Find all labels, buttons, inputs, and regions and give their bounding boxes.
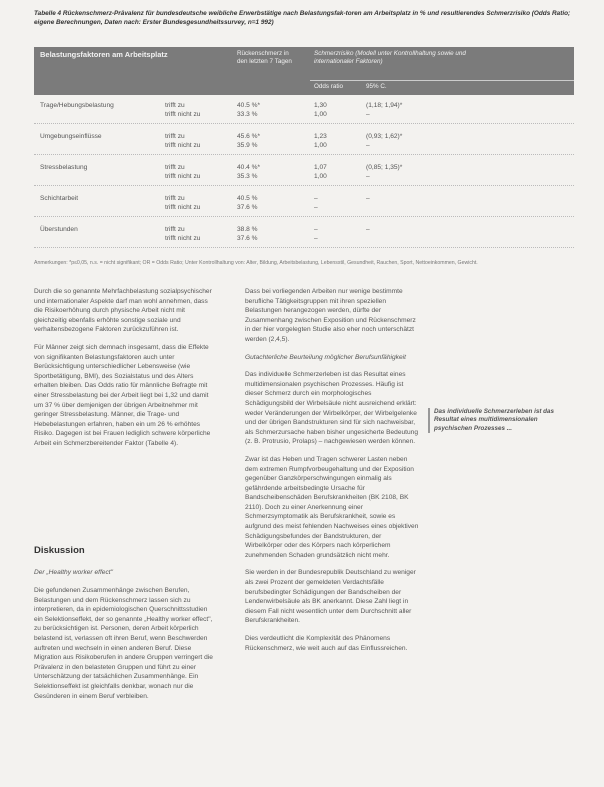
discussion-body (34, 586, 214, 709)
row-confidence (366, 164, 402, 181)
row-status-value: trifft nicht zu (165, 234, 201, 242)
row-status-value: trifft nicht zu (165, 110, 201, 118)
paragraph: Dies verdeutlicht die Komplexität des Phänomens Rückenschmerz, wie weit auch auf das Einflussreichen. (245, 635, 408, 652)
row-prevalence (237, 195, 258, 212)
row-status-value: trifft zu (165, 133, 185, 140)
row-status (165, 133, 200, 150)
row-label (40, 226, 78, 233)
paragraph: Durch die so genannte Mehrfachbelastung sozialpsychischer und internationaler Aspekte darf man wohl annehmen, dass die Risikoerhöhung durch physische Arbeit nicht mit gleichzeitig ebenfalls erhöhte sonstige soziale und verhaltensbezogene Faktoren zurückzuführen ist. (34, 288, 212, 334)
row-odds-ratio-value: – (314, 195, 318, 202)
table-row (34, 192, 574, 217)
row-confidence-value: (0,85; 1,35)* (366, 164, 403, 171)
paragraph: Dass bei vorliegenden Arbeiten nur wenige bestimmte berufliche Tätigkeitsgruppen mit ihren speziellen Belastungen herangezogen werden, dürfte der Zusammenhang zwischen Exposition und Rückenschmerz in der hier vorgelegten Studie also eher noch unterschätzt werden (2,4,5). (245, 288, 416, 343)
section-subheading: Der „Healthy worker effect" (34, 569, 113, 576)
paragraph: Zwar ist das Heben und Tragen schwerer Lasten neben dem extremen Rumpfvorbeugehaltung und der Exposition gegenüber Ganzkörperschwingungen einmalig als gefährdende arbeitsbedingte Ursache für Bandscheibenschäden Berufskrankheiten (BK 2108, BK 2110). Doch zu einer Anerkennung einer Schmerzsymptomatik als Berufskrankheit, sowie es aufgrund des meist fehlenden Nachweises eines objektiven Schädigungsbefundes der Bandstrukturen, der Wirbelkörper oder des Körpers nach körperlichem zunehmenden Schaden grundsätzlich nicht mehr. (245, 455, 419, 559)
row-prevalence-value: 40.5 % (237, 195, 258, 202)
row-label (40, 133, 102, 140)
row-label-value: Stressbelastung (40, 164, 88, 171)
row-odds-ratio (314, 226, 318, 243)
row-label-value: Überstunden (40, 226, 78, 233)
paragraph: Die gefundenen Zusammenhänge zwischen Berufen, Belastungen und dem Rückenschmerz lassen sich zu interpretieren, da in epidemiologischen Querschnittsstudien ein Selektionseffekt, der so genannte „Healthy worker effect", zu berücksichtigen ist. Personen, deren Arbeit körperlich belastend ist, verlassen oft ihren Beruf, wenn Beschwerden auftreten und wechseln in einen anderen Beruf. Diese Migration aus Risikoberufen in andere Gruppen verringert die Prävalenz in den belasteten Gruppen und führt zu einer Unterschätzung der tatsächlichen Zusammenhänge. Ein Selektionseffekt ist gleichfalls denkbar, wonach nur die Gesünderen in einem Beruf verbleiben. (34, 587, 213, 700)
row-odds-ratio (314, 102, 327, 119)
row-prevalence (237, 226, 258, 243)
header-factors: Belastungsfaktoren am Arbeitsplatz (40, 50, 168, 59)
row-label (40, 102, 114, 109)
row-confidence-value: – (366, 110, 370, 118)
row-label-value: Trage/Hebungsbelastung (40, 102, 114, 109)
row-prevalence-value: 37.6 % (237, 234, 258, 242)
pull-quote: Das individuelle Schmerzerleben ist das Resultat eines multidimensionalen psychischen Prozesses ... (428, 408, 574, 433)
paragraph: Für Männer zeigt sich demnach insgesamt, dass die Effekte von signifikanten Belastungsfaktoren auch unter Berücksichtigung unterschiedlicher Lebensweise (wie Sportbetätigung, BMI), des Sozialstatus und des Alters erhalten bleiben. Das Odds ratio für männliche Befragte mit einer Stressbelastung bei der Arbeit liegt bei 1,32 und damit um 37 % über demjenigen der übrigen Arbeitnehmer mit geringer Stressbelastung. Männer, die Trage- und Hebebelastungen erfahren, haben ein um 26 % erhöhtes Risiko. Dagegen ist bei Frauen lediglich schwere körperliche Arbeit ein Schmerzbereitender Faktor (Tabelle 4). (34, 343, 211, 447)
row-confidence (366, 195, 370, 204)
row-status-value: trifft zu (165, 226, 185, 233)
row-prevalence (237, 133, 260, 150)
header-confidence: 95% C. (366, 83, 387, 90)
row-odds-ratio-value: – (314, 203, 318, 211)
row-odds-ratio-value: 1,00 (314, 141, 327, 149)
row-prevalence-value: 35.9 % (237, 141, 258, 149)
row-status-value: trifft zu (165, 195, 185, 202)
row-odds-ratio-value: 1,30 (314, 102, 327, 109)
row-odds-ratio (314, 164, 327, 181)
subheading: Gutachterliche Beurteilung möglicher Berufsunfähigkeit (245, 353, 406, 361)
row-confidence-value: (0,93; 1,62)* (366, 133, 403, 140)
row-odds-ratio-value: – (314, 234, 318, 242)
row-confidence-value: – (366, 195, 370, 202)
row-odds-ratio-value: 1,07 (314, 164, 327, 171)
paragraph: Sie werden in der Bundesrepublik Deutschland zu weniger als zwei Prozent der gemeldeten Verdachtsfälle berufsbedingter Schädigungen der Bandscheiben der Lendenwirbelsäule als BK anerkannt. Diese Zahl liegt in diesem Fall nicht wesentlich unter dem Durchschnitt aller Berufskrankheiten. (245, 569, 416, 625)
row-prevalence-value: 40.5 %* (237, 102, 261, 109)
row-status-value: trifft zu (165, 102, 185, 109)
row-status-value: trifft nicht zu (165, 203, 201, 211)
section-heading: Diskussion (34, 545, 85, 556)
row-prevalence-value: 33.3 % (237, 110, 258, 118)
row-confidence-value: – (366, 141, 370, 149)
right-column (245, 287, 419, 661)
table-caption: Tabelle 4 Rückenschmerz-Prävalenz für bundesdeutsche weibliche Erwerbstätige nach Belastungsfak-toren am Arbeitsplatz in % und resultierendes Schmerzrisiko (Odds Ratio; eigene Berechnungen, Daten nach: Erster Bundesgesundheitssurvey, n=1 992) (34, 10, 571, 26)
row-status (165, 164, 200, 181)
header-divider (310, 80, 574, 81)
row-label (40, 164, 87, 171)
row-confidence-value: (1,18; 1,94)* (366, 102, 403, 109)
table-row (34, 223, 574, 248)
row-prevalence-value: 40.4 %* (237, 164, 261, 171)
row-prevalence-value: 35.3 % (237, 172, 258, 180)
left-column (34, 287, 214, 457)
row-label-value: Schichtarbeit (40, 195, 79, 202)
row-prevalence (237, 164, 260, 181)
table-row (34, 99, 574, 124)
row-label-value: Umgebungseinflüsse (40, 133, 102, 140)
paragraph: Das individuelle Schmerzerleben ist das Resultat eines multidimensionalen psychischen Prozesses. Häufig ist dieser Schmerz durch ein morphologisches Schädigungsbild der Wirbelsäule nicht ausreichend erklärt: weder Veränderungen der Wirbelkörper, der Wirbelgelenke und der übrigen Bandstrukturen sind für sich nachweisbar, als Schmerzursache haben bisher ungesicherte Bedeutung (z. B. Protrusio, Prolaps) – nachgewiesen werden können. (245, 371, 419, 446)
row-prevalence-value: 37.6 % (237, 203, 258, 211)
row-confidence-value: – (366, 226, 370, 233)
header-risk: Schmerzrisiko (Modell unter Kontrollhaltung sowie und internationaler Faktoren) (314, 50, 466, 65)
row-confidence (366, 133, 402, 150)
row-prevalence-value: 45.6 %* (237, 133, 261, 140)
row-confidence (366, 102, 402, 119)
row-status-value: trifft zu (165, 164, 185, 171)
row-confidence-value: – (366, 172, 370, 180)
header-odds-ratio: Odds ratio (314, 83, 344, 90)
row-odds-ratio-value: 1,00 (314, 110, 327, 118)
row-status-value: trifft nicht zu (165, 172, 201, 180)
row-prevalence (237, 102, 260, 119)
row-odds-ratio (314, 133, 327, 150)
row-odds-ratio-value: 1,00 (314, 172, 327, 180)
row-status (165, 226, 200, 243)
table-row (34, 130, 574, 155)
table-row (34, 161, 574, 186)
row-confidence (366, 226, 370, 235)
header-pain: Rückenschmerz in den letzten 7 Tagen (237, 50, 292, 65)
row-odds-ratio (314, 195, 318, 212)
row-prevalence-value: 38.8 % (237, 226, 258, 233)
row-status (165, 102, 200, 119)
row-odds-ratio-value: 1,23 (314, 133, 327, 140)
table-header (34, 47, 574, 95)
row-status-value: trifft nicht zu (165, 141, 201, 149)
row-label (40, 195, 78, 202)
row-odds-ratio-value: – (314, 226, 318, 233)
table-footnote: Anmerkungen: *p≤0,05, n.s. = nicht signifikant; OR = Odds Ratio; Unter Kontrollhaltung von: Alter, Bildung, Arbeitsbelastung, Lebensstil, Gesundheit, Rauchen, Sport, Nettoeinkommen, Gewicht. (34, 260, 478, 266)
row-status (165, 195, 200, 212)
data-table (34, 47, 574, 257)
